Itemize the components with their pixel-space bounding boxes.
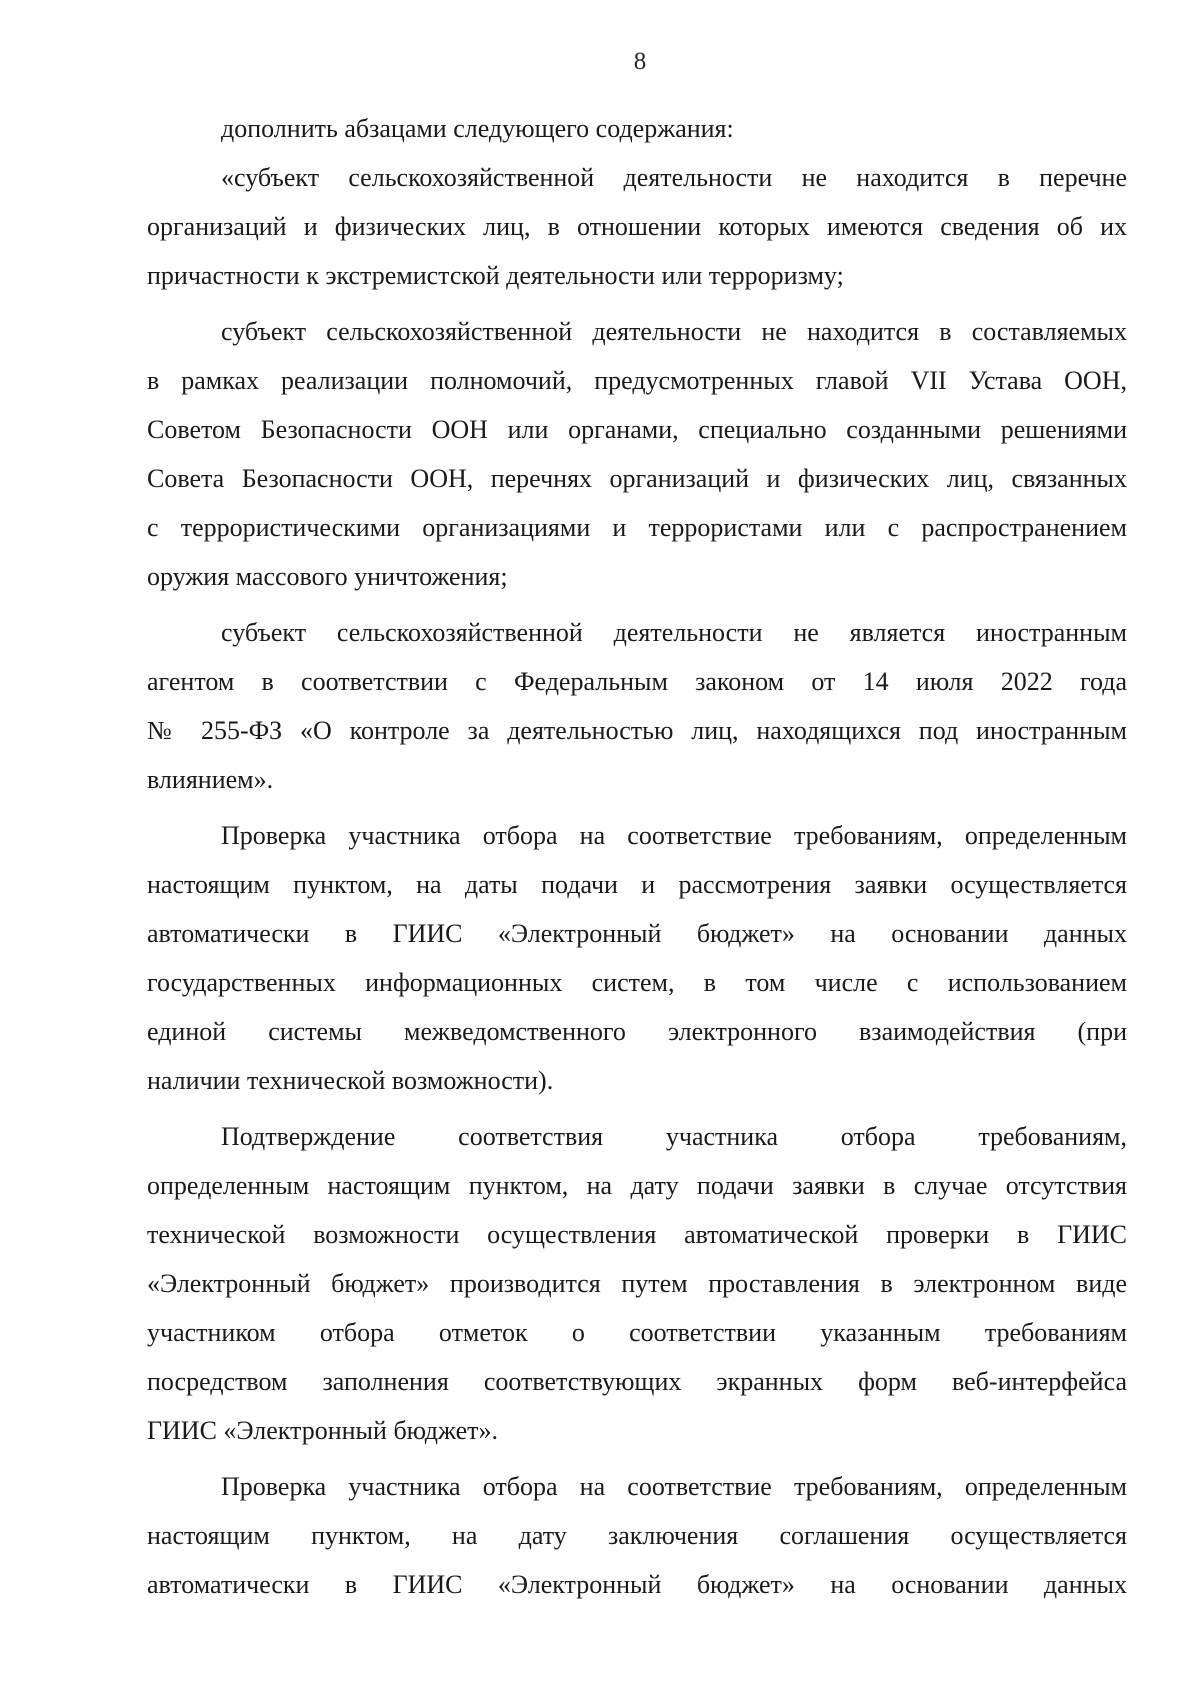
text-line: субъект сельскохозяйственной деятельности не находится в составляемых — [221, 317, 1127, 346]
text-line: участником отбора отметок о соответствии указанным требованиям — [147, 1318, 1127, 1347]
text-line: «Электронный бюджет» производится путем проставления в электронном виде — [147, 1269, 1127, 1298]
text-line: Подтверждение соответствия участника отбора требованиям, — [221, 1122, 1127, 1151]
text-line: влиянием». — [147, 765, 274, 794]
paragraph-extremism — [147, 153, 1127, 300]
text-line: № 255-ФЗ «О контроле за деятельностью лиц, находящихся под иностранным — [147, 716, 1127, 745]
text-line: определенным настоящим пунктом, на дату подачи заявки в случае отсутствия — [147, 1171, 1127, 1200]
text-line: государственных информационных систем, в том числе с использованием — [147, 968, 1127, 997]
text-line: Проверка участника отбора на соответствие требованиям, определенным — [221, 821, 1127, 850]
text-line: в рамках реализации полномочий, предусмотренных главой VII Устава ООН, — [147, 366, 1127, 395]
text-line: посредством заполнения соответствующих экранных форм веб-интерфейса — [147, 1367, 1127, 1396]
paragraph-confirmation — [147, 1112, 1127, 1455]
text-line: Проверка участника отбора на соответствие требованиям, определенным — [221, 1472, 1127, 1501]
paragraph-foreign-agent — [147, 608, 1127, 804]
paragraph-verification-agreement — [147, 1462, 1127, 1609]
text-line: технической возможности осуществления автоматической проверки в ГИИС — [147, 1220, 1127, 1249]
text-line: настоящим пунктом, на даты подачи и рассмотрения заявки осуществляется — [147, 870, 1127, 899]
text-line: «субъект сельскохозяйственной деятельности не находится в перечне — [221, 163, 1127, 192]
paragraph-verification-dates — [147, 811, 1127, 1105]
text-line: Советом Безопасности ООН или органами, специально созданными решениями — [147, 415, 1127, 444]
text-line: субъект сельскохозяйственной деятельности не является иностранным — [221, 618, 1127, 647]
text-line: наличии технической возможности). — [147, 1066, 554, 1095]
page-number: 8 — [633, 48, 647, 75]
text-line: дополнить абзацами следующего содержания: — [221, 114, 734, 143]
text-line: оружия массового уничтожения; — [147, 562, 508, 591]
text-line: единой системы межведомственного электронного взаимодействия (при — [147, 1017, 1127, 1046]
text-line: Совета Безопасности ООН, перечнях организаций и физических лиц, связанных — [147, 464, 1127, 493]
document-body — [147, 104, 1127, 1609]
text-line: с террористическими организациями и террористами или с распространением — [147, 513, 1127, 542]
text-line: организаций и физических лиц, в отношении которых имеются сведения об их — [147, 212, 1127, 241]
text-line: автоматически в ГИИС «Электронный бюджет» на основании данных — [147, 919, 1127, 948]
text-line: ГИИС «Электронный бюджет». — [147, 1416, 499, 1445]
paragraph-intro — [147, 104, 1127, 153]
text-line: автоматически в ГИИС «Электронный бюджет» на основании данных — [147, 1570, 1127, 1599]
paragraph-un-lists — [147, 307, 1127, 601]
text-line: причастности к экстремистской деятельности или терроризму; — [147, 261, 844, 290]
text-line: агентом в соответствии с Федеральным законом от 14 июля 2022 года — [147, 667, 1127, 696]
text-line: настоящим пунктом, на дату заключения соглашения осуществляется — [147, 1521, 1127, 1550]
